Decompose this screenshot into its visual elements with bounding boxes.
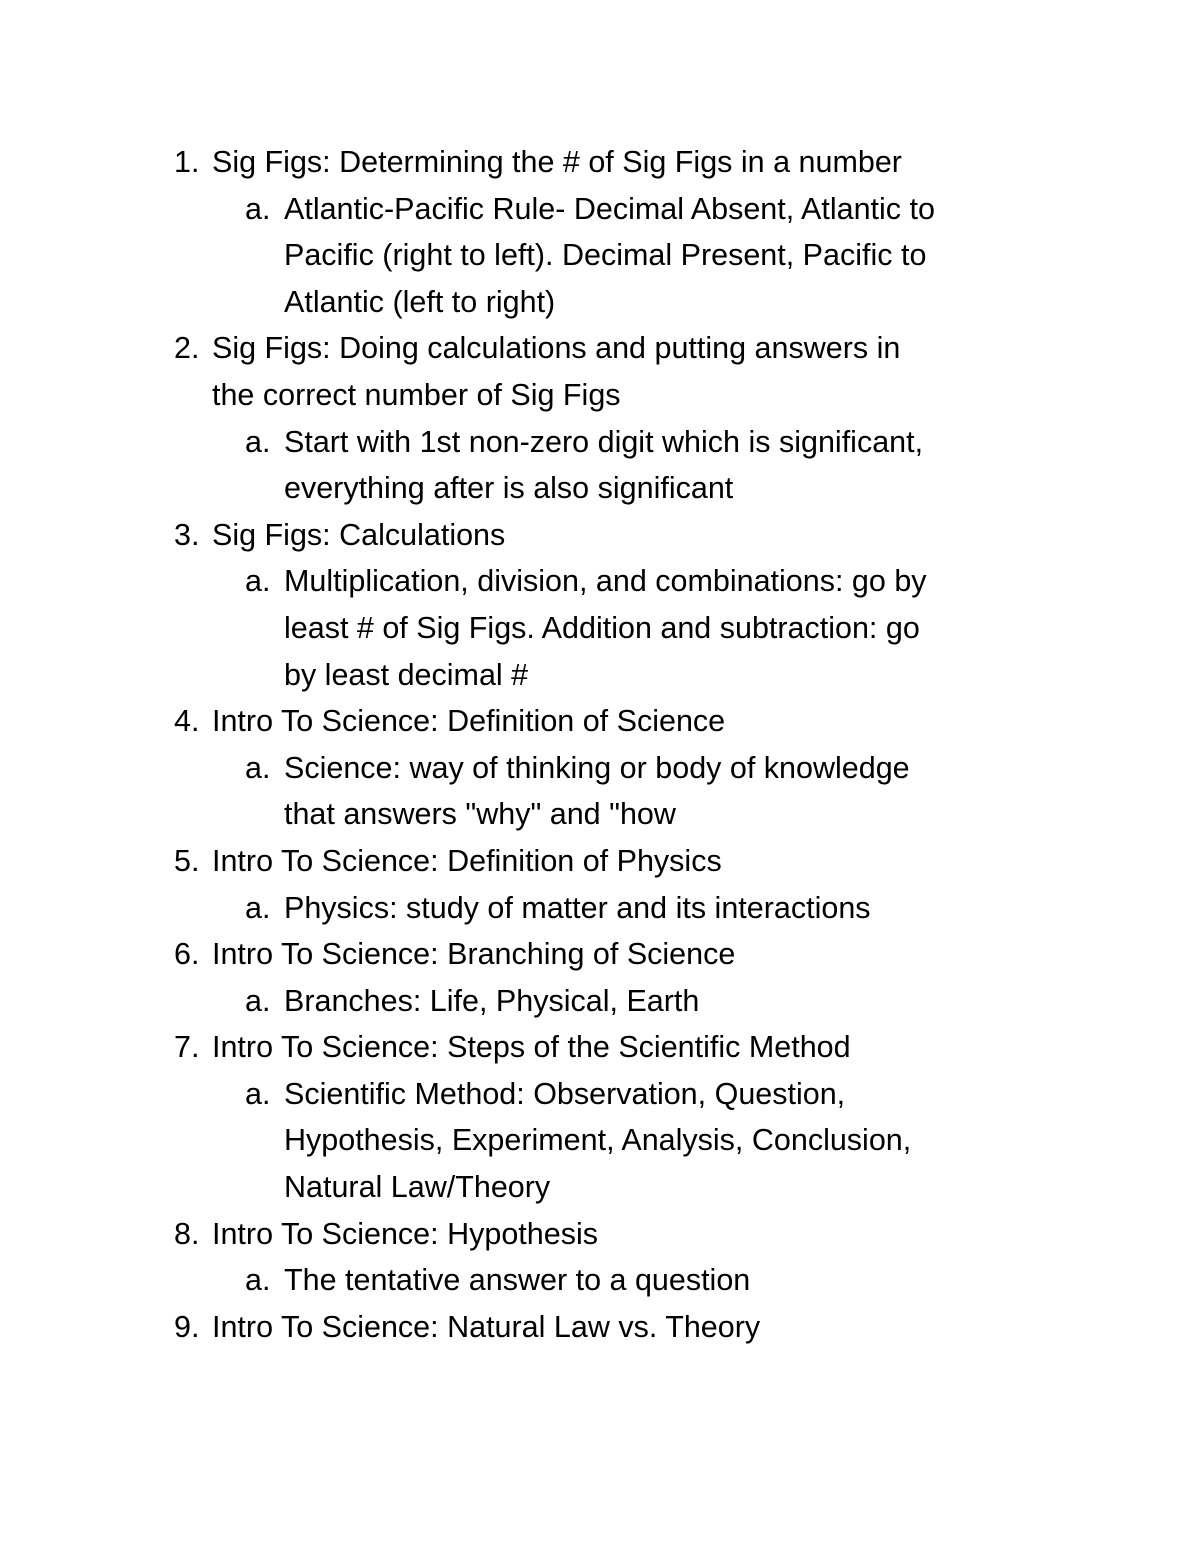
item-number: 5. — [174, 843, 200, 878]
subitem-marker: a. — [245, 424, 271, 459]
subitem-line: Hypothesis, Experiment, Analysis, Conclusion, — [284, 1123, 912, 1158]
subitem-marker: a. — [245, 1076, 271, 1111]
item-text: the correct number of Sig Figs — [212, 377, 621, 412]
outline-item-7 — [174, 1024, 1054, 1071]
subitem-line: The tentative answer to a question — [284, 1263, 751, 1298]
subitem-line: Pacific (right to left). Decimal Present, Pacific to — [284, 238, 927, 273]
outline-subitem-4a — [174, 745, 1054, 838]
outline-item-1 — [174, 139, 1054, 186]
subitem-line: that answers "why" and "how — [284, 797, 676, 832]
outline-subitem-7a — [174, 1071, 1054, 1211]
subitem-marker: a. — [245, 1263, 271, 1298]
outline-item-8 — [174, 1211, 1054, 1258]
subitem-line: Natural Law/Theory — [284, 1170, 551, 1205]
outline-subitem-6a — [174, 978, 1054, 1025]
subitem-line: Physics: study of matter and its interactions — [284, 890, 871, 925]
subitem-marker: a. — [245, 564, 271, 599]
item-number: 2. — [174, 331, 200, 366]
subitem-marker: a. — [245, 890, 271, 925]
numbered-outline — [174, 139, 1054, 1350]
outline-item-5 — [174, 838, 1054, 885]
subitem-line: least # of Sig Figs. Addition and subtraction: go — [284, 610, 920, 645]
outline-item-6 — [174, 931, 1054, 978]
outline-subitem-2a — [174, 419, 1054, 512]
subitem-line: Multiplication, division, and combinations: go by — [284, 564, 927, 599]
subitem-line: Science: way of thinking or body of knowledge — [284, 750, 910, 785]
item-text: Intro To Science: Branching of Science — [212, 937, 736, 972]
item-number: 1. — [174, 145, 200, 179]
item-text: Intro To Science: Steps of the Scientific Method — [212, 1030, 851, 1065]
item-text: Intro To Science: Natural Law vs. Theory — [212, 1309, 761, 1344]
subitem-marker: a. — [245, 191, 271, 226]
item-text: Sig Figs: Determining the # of Sig Figs in a number — [212, 145, 902, 179]
subitem-line: Atlantic (left to right) — [284, 284, 556, 319]
item-text: Intro To Science: Hypothesis — [212, 1216, 598, 1251]
subitem-line: Scientific Method: Observation, Question, — [284, 1076, 846, 1111]
outline-item-3 — [174, 512, 1054, 559]
item-text: Intro To Science: Definition of Physics — [212, 843, 722, 878]
subitem-line: Atlantic-Pacific Rule- Decimal Absent, Atlantic to — [284, 191, 935, 226]
item-text: Sig Figs: Calculations — [212, 517, 506, 552]
subitem-line: Branches: Life, Physical, Earth — [284, 983, 700, 1018]
outline-item-2 — [174, 325, 1054, 418]
outline-item-9 — [174, 1304, 1054, 1351]
item-number: 8. — [174, 1216, 200, 1251]
outline-subitem-8a — [174, 1257, 1054, 1304]
item-number: 9. — [174, 1309, 200, 1344]
outline-subitem-3a — [174, 558, 1054, 698]
item-number: 3. — [174, 517, 200, 552]
subitem-line: Start with 1st non-zero digit which is significant, — [284, 424, 924, 459]
item-number: 6. — [174, 937, 200, 972]
outline-subitem-5a — [174, 885, 1054, 932]
item-number: 7. — [174, 1030, 200, 1065]
subitem-marker: a. — [245, 983, 271, 1018]
subitem-marker: a. — [245, 750, 271, 785]
item-text: Intro To Science: Definition of Science — [212, 704, 726, 739]
outline-item-4 — [174, 698, 1054, 745]
subitem-line: by least decimal # — [284, 657, 529, 692]
subitem-line: everything after is also significant — [284, 471, 734, 506]
item-number: 4. — [174, 704, 200, 739]
outline-subitem-1a — [174, 186, 1054, 326]
item-text: Sig Figs: Doing calculations and putting answers in — [212, 331, 901, 366]
